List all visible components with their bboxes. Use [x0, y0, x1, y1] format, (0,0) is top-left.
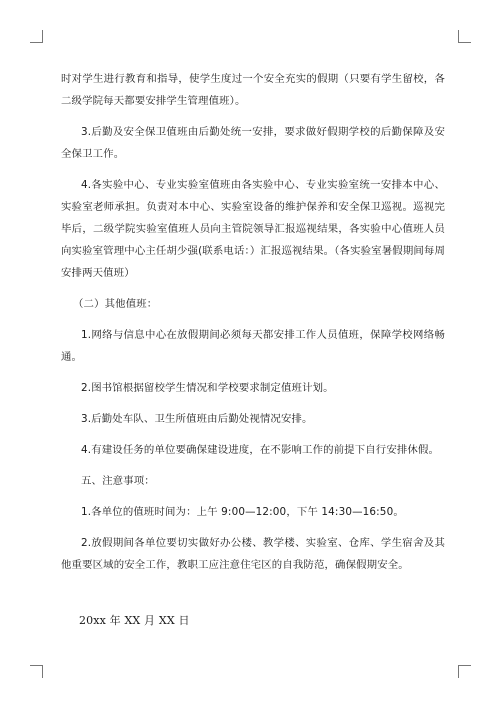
crop-mark-top-right	[458, 30, 471, 43]
paragraph-network-duty: 1.网络与信息中心在放假期间必须每天都安排工作人员值班，保障学校网络畅通。	[61, 329, 445, 363]
paragraph-lab-duty: 4.各实验中心、专业实验室值班由各实验中心、专业实验室统一安排本中心、实验室老师承担。负责对本中心、实验室设备的维护保养和安全保卫巡视。巡视完毕后，二级学院实验室值班人员向主管院领导汇报巡视结果，各实验中心值班人员向实验室管理中心主任胡少强(联系电话：）汇报巡视结果。（各实验室暑假期间每周安排两天值班）	[61, 179, 445, 279]
paragraph-student-guidance: 时对学生进行教育和指导，使学生度过一个安全充实的假期（只要有学生留校，各二级学院每天都要安排学生管理值班）。	[61, 73, 445, 107]
crop-mark-bottom-right	[458, 665, 471, 678]
heading-other-duty: （二）其他值班：	[73, 298, 158, 310]
heading-notes: 五、注意事项：	[81, 475, 155, 487]
paragraph-safety: 2.放假期间各单位要切实做好办公楼、教学楼、实验室、仓库、学生宿舍及其他重要区域的安全工作，教职工应注意住宅区的自我防范，确保假期安全。	[61, 537, 445, 571]
paragraph-library-duty: 2.图书馆根据留校学生情况和学校要求制定值班计划。	[81, 382, 334, 394]
document-date: 20xx 年 XX 月 XX 日	[79, 614, 190, 627]
crop-mark-bottom-left	[30, 665, 43, 678]
crop-mark-top-left	[30, 30, 43, 43]
paragraph-logistics-duty: 3.后勤及安全保卫值班由后勤处统一安排，要求做好假期学校的后勤保障及安全保卫工作。	[61, 126, 445, 160]
paragraph-duty-hours: 1.各单位的值班时间为：上午 9:00—12:00，下午 14:30—16:50。	[81, 506, 404, 518]
paragraph-fleet-clinic-duty: 3.后勤处车队、卫生所值班由后勤处视情况安排。	[81, 413, 313, 425]
paragraph-construction-duty: 4.有建设任务的单位要确保建设进度，在不影响工作的前提下自行安排休假。	[81, 444, 440, 456]
document-body	[61, 68, 445, 641]
